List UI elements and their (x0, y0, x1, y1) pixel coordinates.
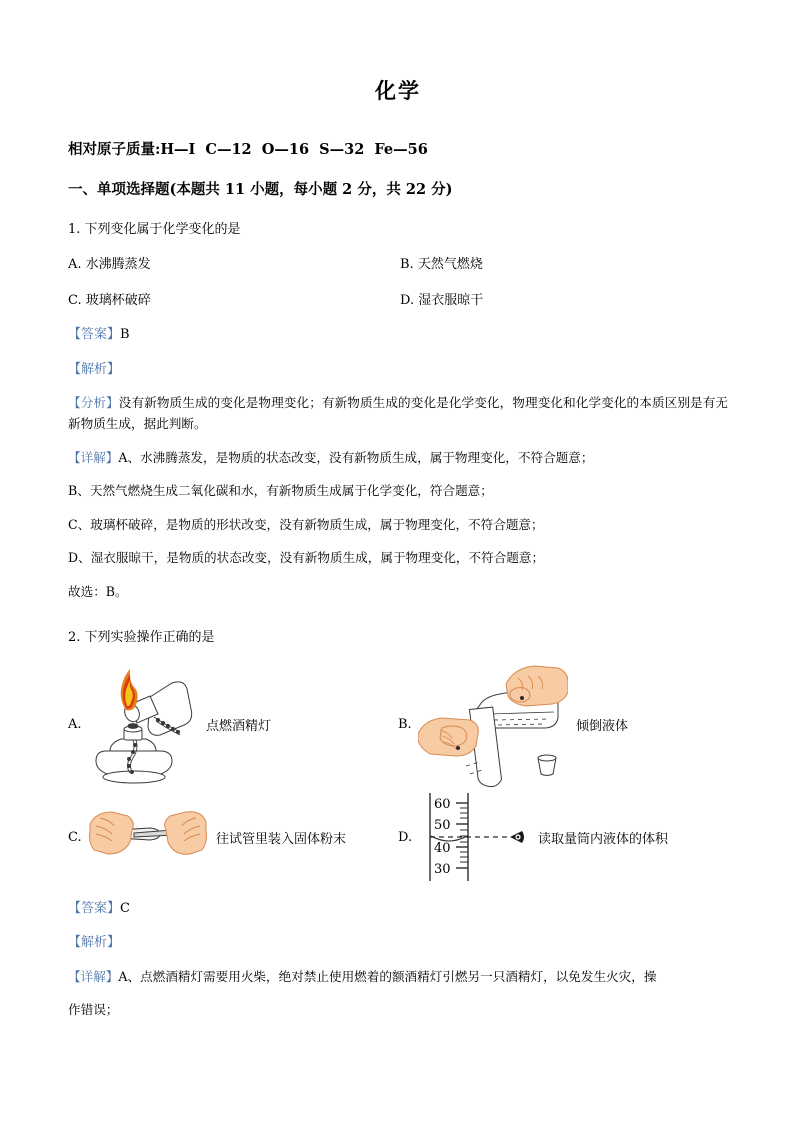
question-2-option-d[interactable] (398, 790, 728, 885)
question-2-option-c[interactable] (68, 790, 398, 885)
question-1-option-a[interactable] (68, 255, 396, 275)
reading-graduated-cylinder-figure (418, 791, 530, 883)
cylinder-scale-50: 50 (434, 818, 451, 834)
xiangjie-marker: 【详解】 (68, 450, 119, 466)
question-1-stem: 1. 下列变化属于化学变化的是 (68, 221, 241, 237)
cylinder-scale-40: 40 (434, 841, 451, 857)
question-2-figure-row-2 (68, 790, 728, 885)
option-letter: B. (398, 717, 412, 733)
option-c-label: 往试管里装入固体粉末 (216, 831, 347, 847)
page-content (68, 0, 728, 1020)
cylinder-scale-60: 60 (434, 797, 451, 813)
analysis-marker: 【解析】 (68, 361, 121, 377)
option-letter: A. (68, 257, 82, 273)
question-2-option-b[interactable] (398, 660, 728, 790)
option-b-label: 倾倒液体 (576, 719, 629, 735)
cylinder-scale-30: 30 (434, 862, 451, 878)
option-text: 玻璃杯破碎 (85, 292, 151, 308)
option-text: 天然气燃烧 (417, 257, 483, 273)
question-1-conclusion: 故选：B。 (68, 583, 128, 599)
option-letter: B. (400, 257, 414, 273)
option-text: 湿衣服晾干 (418, 292, 484, 308)
question-2-figure-grid (68, 660, 728, 885)
detail-line: A、水沸腾蒸发，是物质的状态改变，没有新物质生成，属于物理变化，不符合题意； (118, 450, 594, 466)
question-1-answer-line (68, 325, 728, 345)
question-1-answer-value: B (120, 327, 130, 343)
question-1-detail-paragraph-c: C、玻璃杯破碎，是物质的形状改变，没有新物质生成，属于物理变化，不符合题意； (68, 516, 544, 532)
answer-marker: 【答案】 (68, 327, 121, 343)
xiangjie-marker: 【详解】 (68, 968, 119, 984)
fenxi-marker: 【分析】 (68, 395, 119, 411)
eye-icon (510, 831, 524, 843)
alcohol-lamp-lighting-figure (88, 665, 198, 785)
section-heading: 一、单项选择题(本题共 11 小题，每小题 2 分，共 22 分) (68, 181, 453, 199)
relative-atomic-mass-line: 相对原子质量:H—I C—12 O—16 S—32 Fe—56 (68, 141, 428, 159)
question-2-figure-row-1 (68, 660, 728, 790)
option-d-label: 读取量筒内液体的体积 (538, 831, 669, 847)
question-2-option-a[interactable] (68, 660, 398, 790)
question-2-detail-paragraph (68, 967, 728, 987)
question-1-detail-paragraph-a (68, 448, 728, 468)
page-title: 化学 (375, 78, 421, 103)
question-2-detail-continuation: 作错误； (68, 1001, 119, 1017)
option-a-label: 点燃酒精灯 (206, 719, 272, 735)
option-letter: C. (68, 292, 82, 308)
question-1-option-b[interactable] (396, 255, 728, 275)
question-1-detail-paragraph-d: D、湿衣服晾干，是物质的状态改变，没有新物质生成，属于物理变化，不符合题意； (68, 550, 545, 566)
option-letter: D. (398, 829, 413, 845)
question-2-analysis-marker-line (68, 933, 728, 953)
question-2-answer-line (68, 899, 728, 919)
adding-solid-powder-figure (88, 808, 208, 866)
question-1-options-row-2 (68, 291, 728, 311)
question-1-analysis-paragraph (68, 393, 728, 434)
option-letter: C. (68, 829, 82, 845)
analysis-marker: 【解析】 (68, 935, 121, 951)
question-1-option-c[interactable] (68, 291, 396, 311)
question-1-options-row-1 (68, 255, 728, 275)
option-text: 水沸腾蒸发 (85, 257, 151, 273)
option-letter: A. (68, 717, 82, 733)
question-1-detail-paragraph-b: B、天然气燃烧生成二氧化碳和水，有新物质生成属于化学变化，符合题意； (68, 483, 493, 499)
question-2-stem: 2. 下列实验操作正确的是 (68, 630, 215, 646)
flame-icon (121, 669, 138, 710)
question-1-analysis-marker-line (68, 360, 728, 380)
question-2-answer-value: C (120, 900, 130, 916)
pouring-liquid-figure (418, 662, 568, 788)
question-1-option-d[interactable] (396, 291, 728, 311)
option-letter: D. (400, 292, 415, 308)
detail-line: A、点燃酒精灯需要用火柴，绝对禁止使用燃着的额酒精灯引燃另一只酒精灯，以免发生火灾，操 (118, 968, 657, 984)
answer-marker: 【答案】 (68, 900, 121, 916)
question-1-analysis-text: 没有新物质生成的变化是物理变化；有新物质生成的变化是化学变化，物理变化和化学变化的本质区别是有无新物质生成，据此判断。 (68, 395, 729, 431)
